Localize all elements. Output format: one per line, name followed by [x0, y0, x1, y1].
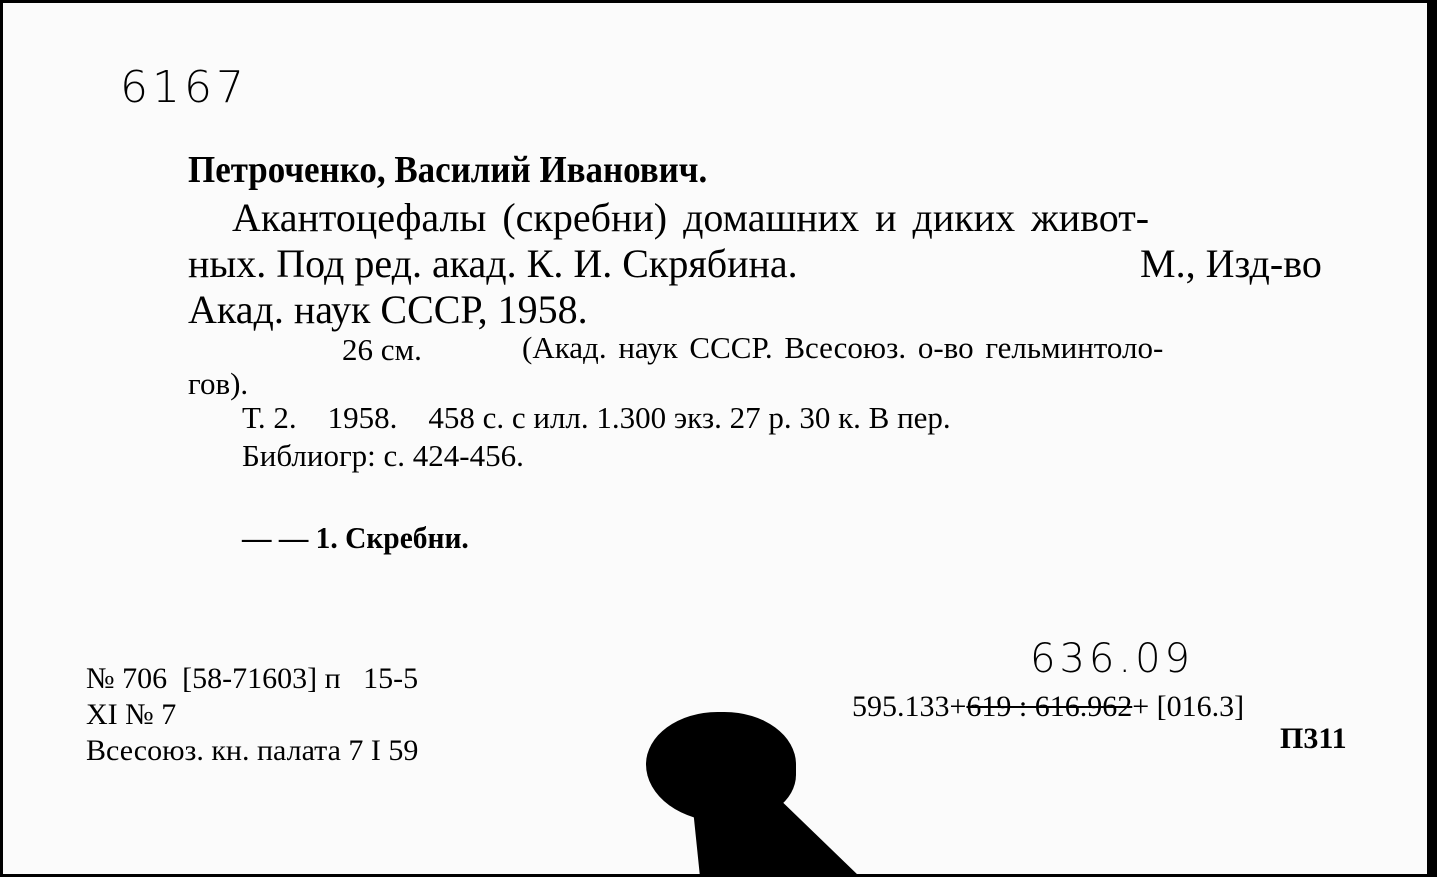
book-chamber: Всесоюз. кн. палата 7 I 59 — [86, 734, 419, 767]
physical-size: 26 см. — [342, 332, 422, 367]
title-line-2a: ных. Под ред. акад. К. И. Скрябина. — [188, 241, 798, 286]
handwritten-class-number: 636.09 — [1030, 636, 1194, 682]
handwritten-number: 6167 — [120, 62, 248, 113]
class-suffix: + [016.3] — [1132, 690, 1245, 723]
class-prefix: 595.133+ — [852, 690, 967, 723]
title-line-3: Акад. наук СССР, 1958. — [188, 287, 588, 332]
title-line-1: Акантоцефалы (скребни) домашних и диких живот- — [232, 195, 1150, 240]
bibliography-note: Библиогр: с. 424-456. — [242, 438, 524, 473]
title-line-2b: М., Изд-во — [1140, 241, 1322, 286]
shelf-code: П311 — [1280, 722, 1347, 755]
catalog-xi: XI № 7 — [86, 698, 177, 731]
author-heading: Петроченко, Василий Иванович. — [188, 149, 708, 191]
volume-info: Т. 2. 1958. 458 с. с илл. 1.300 экз. 27 р. 30 к. В пер. — [242, 400, 951, 435]
subject-heading: — — 1. Скребни. — [242, 520, 469, 555]
series-note-end: гов). — [188, 366, 249, 401]
series-note: (Акад. наук СССР. Всесоюз. о-во гельминтоло- — [522, 330, 1164, 365]
class-struck: 619 : 616.962 — [966, 690, 1133, 723]
catalog-number: № 706 [58-71603] п 15-5 — [86, 662, 419, 695]
